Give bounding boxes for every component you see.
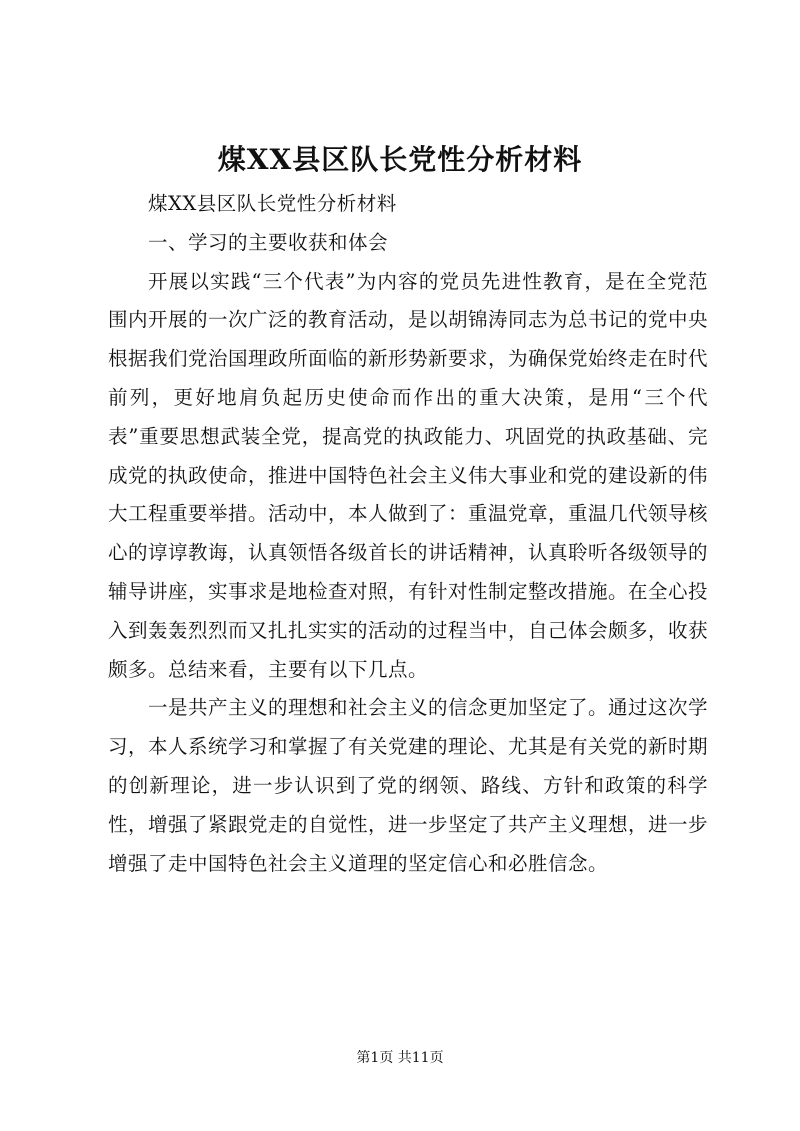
paragraph-intro: 开展以实践“三个代表”为内容的党员先进性教育，是在全党范围内开展的一次广泛的教育活动，是以胡锦涛同志为总书记的党中央根据我们党治国理政所面临的新形势新要求，为确保党始终走在时代前列，更好地肩负起历史使命而作出的重大决策，是用“三个代表”重要思想武装全党，提高党的执政能力、巩固党的执政基础、完成党的执政使命，推进中国特色社会主义伟大事业和党的建设新的伟大工程重要举措。活动中，本人做到了：重温党章，重温几代领导核心的谆谆教诲，认真领悟各级首长的讲话精神，认真聆听各级领导的辅导讲座，实事求是地检查对照，有针对性制定整改措施。在全心投入到轰轰烈烈而又扎扎实实的活动的过程当中，自己体会颇多，收获颇多。总结来看，主要有以下几点。 — [108, 269, 709, 681]
page-number-footer: 第1页 共11页 — [356, 1050, 444, 1066]
document-title: 煤XX县区队长党性分析材料 — [217, 143, 583, 176]
paragraph-point-one: 一是共产主义的理想和社会主义的信念更加坚定了。通过这次学习，本人系统学习和掌握了有关党建的理论、尤其是有关党的新时期的创新理论，进一步认识到了党的纲领、路线、方针和政策的科学性，增强了紧跟党走的自觉性，进一步坚定了共产主义理想，进一步增强了走中国特色社会主义道理的坚定信心和必胜信念。 — [108, 696, 709, 875]
document-body — [108, 185, 708, 883]
paragraph-repeat-title: 煤XX县区队长党性分析材料 — [148, 192, 397, 215]
section-heading: 一、学习的主要收获和体会 — [148, 230, 389, 254]
